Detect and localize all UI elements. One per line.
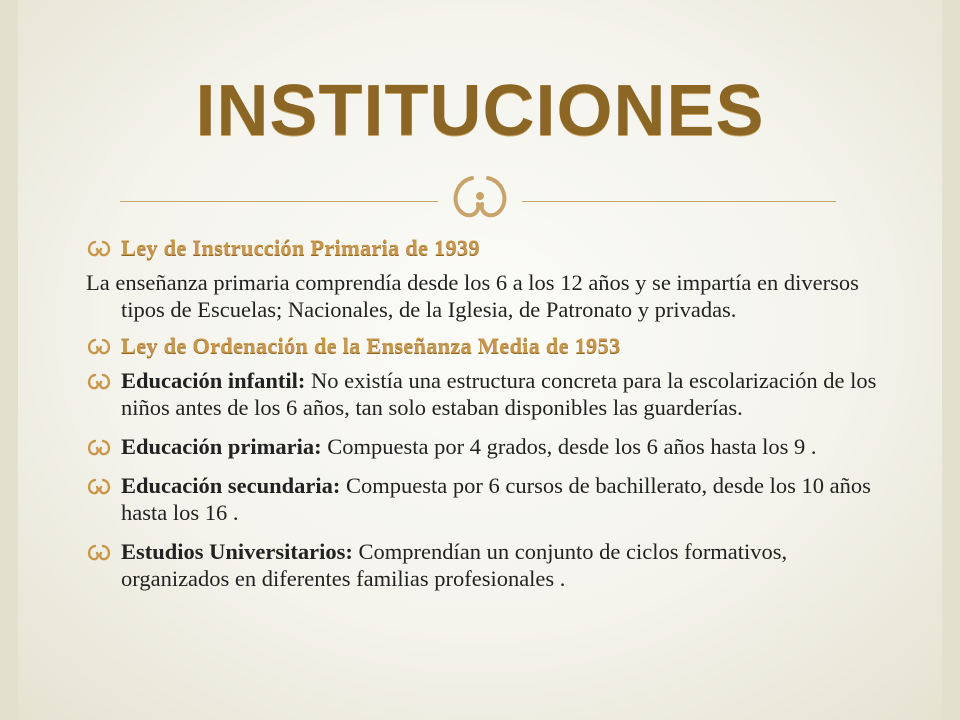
slide-title: INSTITUCIONES xyxy=(195,71,765,151)
bullet-text: Comprendían un conjunto de ciclos formativos, organizados en diferentes familias profesionales . xyxy=(121,539,788,591)
bullet-educacion-secundaria xyxy=(86,472,886,526)
bullet-label: Educación infantil: xyxy=(121,368,306,393)
bullet-educacion-infantil xyxy=(86,367,886,421)
bullet-label: Educación secundaria: xyxy=(121,473,341,498)
bullet-text: Compuesta por 4 grados, desde los 6 años hasta los 9 . xyxy=(321,434,817,459)
bullet-estudios-universitarios xyxy=(86,538,886,592)
bullet-icon xyxy=(86,372,112,392)
bullet-icon xyxy=(86,337,112,357)
bullet-text: No existía una estructura concreta para la escolarización de los niños antes de los 6 años, tan solo estaban disponibles las guarderías. xyxy=(121,368,877,420)
ornament-icon xyxy=(442,172,518,222)
title-divider-right xyxy=(522,201,836,202)
bullet-label: Estudios Universitarios: xyxy=(121,539,353,564)
bullet-educacion-primaria xyxy=(86,433,886,460)
bullet-icon xyxy=(86,543,112,563)
bullet-icon xyxy=(86,239,112,259)
slide-content xyxy=(86,234,886,604)
bullet-icon xyxy=(86,438,112,458)
bullet-label: Educación primaria: xyxy=(121,434,322,459)
heading-text: Ley de Instrucción Primaria de 1939 xyxy=(121,235,480,260)
title-divider-left xyxy=(120,201,438,202)
heading-text: Ley de Ordenación de la Enseñanza Media de 1953 xyxy=(121,333,621,358)
bullet-text: Compuesta por 6 cursos de bachillerato, desde los 10 años hasta los 16 . xyxy=(121,473,871,525)
heading-ley-1939 xyxy=(86,234,886,261)
heading-ley-1953 xyxy=(86,332,886,359)
bullet-icon xyxy=(86,477,112,497)
paragraph-primaria: La enseñanza primaria comprendía desde los 6 a los 12 años y se impartía en diversos tipos de Escuelas; Nacionales, de la Iglesia, de Patronato y privadas. xyxy=(86,270,859,322)
